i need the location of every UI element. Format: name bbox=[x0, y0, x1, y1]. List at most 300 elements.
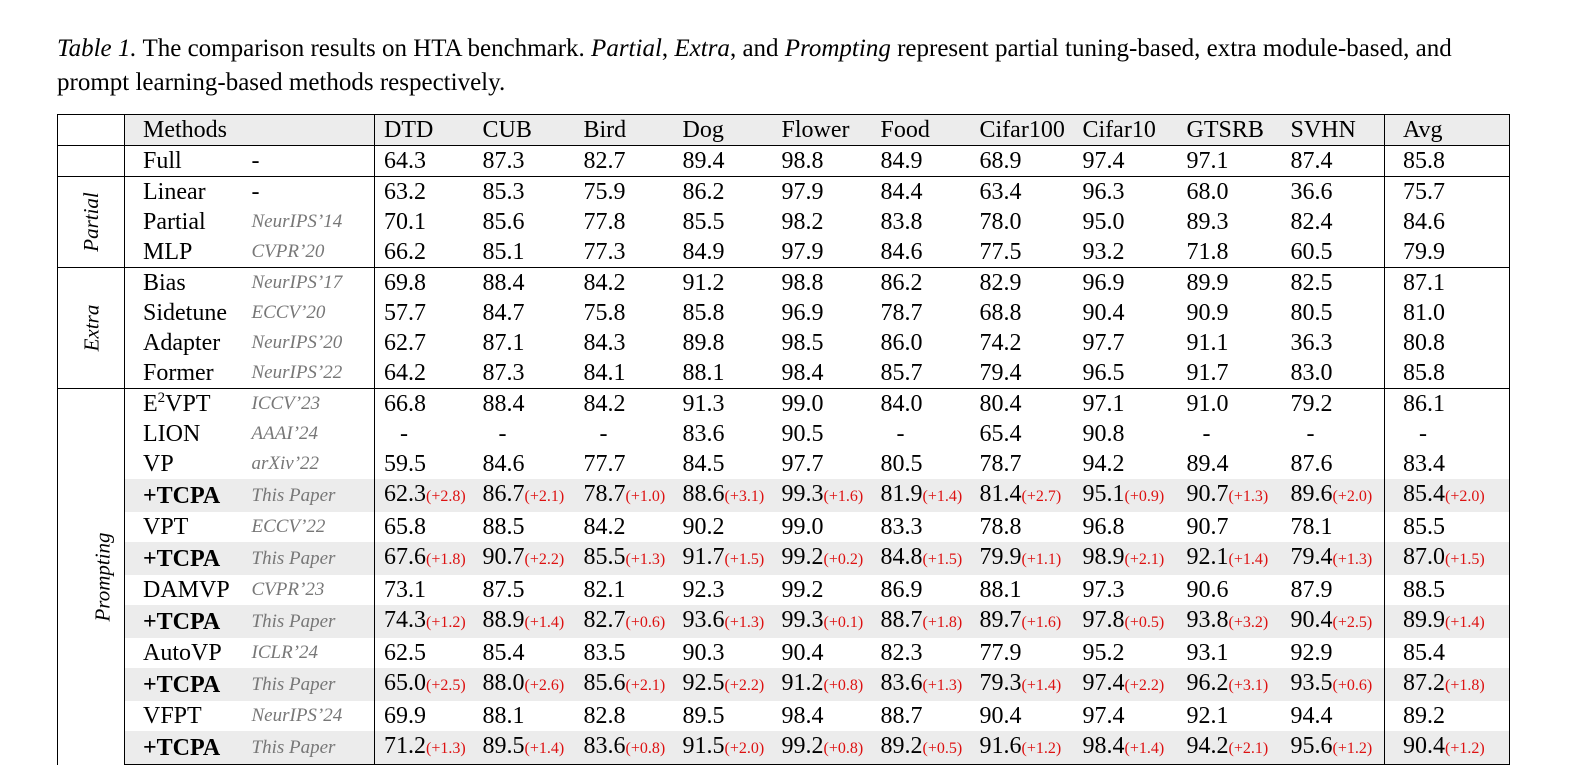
value-gtsrb bbox=[1178, 237, 1282, 268]
value-number: 87.5 bbox=[482, 577, 525, 603]
value-bird bbox=[575, 701, 674, 731]
value-dtd bbox=[375, 177, 474, 208]
method-name: DAMVP bbox=[125, 575, 244, 605]
method-venue: NeurIPS’20 bbox=[251, 332, 343, 353]
value-number: 84.6 bbox=[482, 451, 525, 477]
value-number: 90.7 bbox=[1186, 514, 1229, 540]
header-bird: Bird bbox=[575, 115, 674, 146]
value-gtsrb bbox=[1178, 449, 1282, 479]
value-svhn bbox=[1282, 146, 1385, 177]
value-delta: (+1.5) bbox=[922, 551, 963, 568]
value-number: 89.4 bbox=[1186, 451, 1229, 477]
value-number: 89.3 bbox=[1186, 209, 1229, 235]
value-number: 79.2 bbox=[1290, 391, 1333, 417]
value-food bbox=[872, 449, 971, 479]
value-number: 87.1 bbox=[1403, 270, 1445, 296]
caption-text-3: , and bbox=[729, 35, 785, 62]
value-number: 84.4 bbox=[880, 179, 923, 205]
value-gtsrb bbox=[1178, 605, 1282, 638]
value-avg bbox=[1385, 177, 1510, 208]
value-avg bbox=[1385, 449, 1510, 479]
value-number: 99.2 bbox=[781, 577, 824, 603]
value-dtd bbox=[375, 389, 474, 420]
value-cub bbox=[474, 146, 575, 177]
value-number: 85.4 bbox=[1403, 640, 1445, 666]
header-cifar100: Cifar100 bbox=[971, 115, 1074, 146]
value-number: 84.0 bbox=[880, 391, 923, 417]
value-delta: (+2.1) bbox=[1124, 551, 1165, 568]
table-row bbox=[58, 207, 1510, 237]
value-delta: (+1.3) bbox=[1228, 488, 1269, 505]
table-caption bbox=[57, 32, 1527, 100]
value-avg bbox=[1385, 479, 1510, 512]
value-number: 82.1 bbox=[583, 577, 626, 603]
method-venue: ICLR’24 bbox=[251, 642, 318, 663]
value-delta: (+2.8) bbox=[426, 488, 466, 505]
value-number: 93.8 bbox=[1186, 607, 1229, 633]
value-number: 96.9 bbox=[1082, 270, 1125, 296]
value-dtd bbox=[375, 146, 474, 177]
value-delta: (+1.4) bbox=[922, 488, 963, 505]
value-number: 78.0 bbox=[979, 209, 1022, 235]
group-label-prompting: Prompting bbox=[90, 532, 115, 622]
value-avg bbox=[1385, 605, 1510, 638]
value-bird bbox=[575, 731, 674, 765]
value-cifar10 bbox=[1074, 268, 1178, 299]
value-number: 69.8 bbox=[384, 270, 426, 296]
value-number: 84.3 bbox=[583, 330, 626, 356]
value-svhn bbox=[1282, 512, 1385, 542]
header-avg: Avg bbox=[1385, 115, 1510, 146]
value-number: 86.0 bbox=[880, 330, 923, 356]
value-cub bbox=[474, 177, 575, 208]
method-venue: NeurIPS’22 bbox=[251, 362, 343, 383]
value-number: 86.2 bbox=[880, 270, 923, 296]
value-delta: (+1.5) bbox=[724, 551, 765, 568]
value-number: 97.1 bbox=[1186, 148, 1229, 174]
value-number: 92.1 bbox=[1186, 544, 1229, 570]
value-delta: (+2.5) bbox=[426, 677, 466, 694]
group-cell-empty bbox=[58, 146, 125, 177]
value-bird bbox=[575, 298, 674, 328]
group-cell-partial bbox=[58, 177, 125, 268]
value-dtd bbox=[375, 701, 474, 731]
value-number: 68.9 bbox=[979, 148, 1022, 174]
value-number: 79.4 bbox=[979, 360, 1022, 386]
table-row bbox=[58, 328, 1510, 358]
header-svhn: SVHN bbox=[1282, 115, 1385, 146]
value-cifar100 bbox=[971, 542, 1074, 575]
value-flower bbox=[773, 638, 872, 668]
value-number: 88.1 bbox=[682, 360, 725, 386]
caption-text-2: , bbox=[661, 35, 675, 62]
value-avg bbox=[1385, 237, 1510, 268]
value-dog bbox=[674, 605, 773, 638]
value-cifar100 bbox=[971, 701, 1074, 731]
method-venue: ICCV’23 bbox=[244, 389, 375, 420]
value-cifar10 bbox=[1074, 146, 1178, 177]
value-cub bbox=[474, 479, 575, 512]
value-food bbox=[872, 237, 971, 268]
value-delta: (+2.2) bbox=[524, 551, 565, 568]
value-number: 79.9 bbox=[979, 544, 1022, 570]
value-dtd bbox=[375, 512, 474, 542]
value-delta: (+1.1) bbox=[1021, 551, 1062, 568]
value-number: 68.8 bbox=[979, 300, 1022, 326]
value-number: 95.6 bbox=[1290, 733, 1333, 759]
value-number: 96.5 bbox=[1082, 360, 1125, 386]
value-avg bbox=[1385, 419, 1510, 449]
value-cifar100 bbox=[971, 575, 1074, 605]
value-number: 84.6 bbox=[1403, 209, 1445, 235]
value-number: 97.1 bbox=[1082, 391, 1125, 417]
value-dog bbox=[674, 268, 773, 299]
value-number: 99.2 bbox=[781, 544, 824, 570]
value-food bbox=[872, 542, 971, 575]
value-food bbox=[872, 605, 971, 638]
value-delta: (+2.0) bbox=[724, 740, 765, 757]
value-cifar10 bbox=[1074, 668, 1178, 701]
value-number: 87.2 bbox=[1403, 670, 1445, 696]
value-number: 92.5 bbox=[682, 670, 725, 696]
value-number: 88.5 bbox=[482, 514, 525, 540]
value-cub bbox=[474, 575, 575, 605]
value-cifar10 bbox=[1074, 605, 1178, 638]
value-number: 81.9 bbox=[880, 481, 923, 507]
table-row bbox=[58, 701, 1510, 731]
value-number: 85.4 bbox=[482, 640, 525, 666]
header-row bbox=[58, 115, 1510, 146]
value-number: 81.4 bbox=[979, 481, 1022, 507]
caption-prompting: Prompting bbox=[784, 35, 891, 62]
value-cub bbox=[474, 668, 575, 701]
method-venue: ECCV’22 bbox=[251, 516, 326, 537]
method-name: VPT bbox=[125, 512, 244, 542]
value-svhn bbox=[1282, 701, 1385, 731]
value-number: 87.0 bbox=[1403, 544, 1445, 570]
value-number: 86.1 bbox=[1403, 391, 1445, 417]
method-name: Full bbox=[125, 146, 244, 177]
value-delta: (+2.1) bbox=[1228, 740, 1269, 757]
value-delta: (+1.3) bbox=[724, 614, 765, 631]
value-number: 94.2 bbox=[1186, 733, 1229, 759]
value-delta: (+1.4) bbox=[1445, 614, 1485, 631]
value-number: 89.6 bbox=[1290, 481, 1333, 507]
value-number: - bbox=[1306, 421, 1315, 447]
value-number: 62.3 bbox=[384, 481, 426, 507]
value-dog bbox=[674, 575, 773, 605]
value-number: 63.4 bbox=[979, 179, 1022, 205]
value-dog bbox=[674, 237, 773, 268]
value-dtd bbox=[375, 542, 474, 575]
value-number: 82.7 bbox=[583, 607, 626, 633]
caption-extra: Extra bbox=[674, 35, 730, 62]
value-number: 84.9 bbox=[682, 239, 725, 265]
value-flower bbox=[773, 731, 872, 765]
value-number: 88.4 bbox=[482, 391, 525, 417]
value-number: 36.3 bbox=[1290, 330, 1333, 356]
value-delta: (+1.6) bbox=[823, 488, 864, 505]
value-number: 90.5 bbox=[781, 421, 824, 447]
value-number: 82.3 bbox=[880, 640, 923, 666]
value-number: 77.7 bbox=[583, 451, 626, 477]
method-venue: NeurIPS’14 bbox=[251, 211, 343, 232]
value-number: 93.1 bbox=[1186, 640, 1229, 666]
value-svhn bbox=[1282, 605, 1385, 638]
value-cifar10 bbox=[1074, 542, 1178, 575]
table-row bbox=[58, 177, 1510, 208]
value-cifar100 bbox=[971, 268, 1074, 299]
group-cell-extra bbox=[58, 268, 125, 389]
value-number: 77.5 bbox=[979, 239, 1022, 265]
header-food: Food bbox=[872, 115, 971, 146]
table-row bbox=[58, 146, 1510, 177]
value-bird bbox=[575, 328, 674, 358]
value-number: 98.2 bbox=[781, 209, 824, 235]
value-flower bbox=[773, 575, 872, 605]
header-empty-cell bbox=[58, 115, 125, 146]
value-avg bbox=[1385, 389, 1510, 420]
value-number: 83.3 bbox=[880, 514, 923, 540]
value-cub bbox=[474, 449, 575, 479]
value-number: 74.2 bbox=[979, 330, 1022, 356]
value-number: 85.4 bbox=[1403, 481, 1445, 507]
value-flower bbox=[773, 207, 872, 237]
value-delta: (+1.4) bbox=[1228, 551, 1269, 568]
value-dog bbox=[674, 358, 773, 389]
value-number: 36.6 bbox=[1290, 179, 1333, 205]
value-flower bbox=[773, 177, 872, 208]
value-delta: (+1.6) bbox=[1021, 614, 1062, 631]
value-number: 97.7 bbox=[781, 451, 824, 477]
value-food bbox=[872, 668, 971, 701]
value-cifar10 bbox=[1074, 177, 1178, 208]
value-delta: (+2.0) bbox=[1445, 488, 1485, 505]
value-svhn bbox=[1282, 177, 1385, 208]
value-cub bbox=[474, 268, 575, 299]
value-number: 91.1 bbox=[1186, 330, 1229, 356]
value-delta: (+0.8) bbox=[823, 677, 864, 694]
value-delta: (+0.1) bbox=[823, 614, 864, 631]
value-number: - bbox=[896, 421, 905, 447]
table-row bbox=[58, 419, 1510, 449]
value-dtd bbox=[375, 479, 474, 512]
value-delta: (+1.8) bbox=[922, 614, 963, 631]
value-svhn bbox=[1282, 268, 1385, 299]
value-number: 88.1 bbox=[979, 577, 1022, 603]
value-avg bbox=[1385, 701, 1510, 731]
value-delta: (+2.6) bbox=[524, 677, 565, 694]
value-number: 96.2 bbox=[1186, 670, 1229, 696]
value-number: 82.8 bbox=[583, 703, 626, 729]
value-number: 83.4 bbox=[1403, 451, 1445, 477]
value-number: 62.7 bbox=[384, 330, 426, 356]
value-gtsrb bbox=[1178, 575, 1282, 605]
value-food bbox=[872, 512, 971, 542]
value-cub bbox=[474, 298, 575, 328]
value-number: 83.8 bbox=[880, 209, 923, 235]
table-row bbox=[58, 358, 1510, 389]
value-dtd bbox=[375, 449, 474, 479]
value-number: 68.0 bbox=[1186, 179, 1229, 205]
value-dog bbox=[674, 177, 773, 208]
method-name-superscript: 2 bbox=[157, 390, 166, 406]
value-flower bbox=[773, 298, 872, 328]
value-dtd bbox=[375, 268, 474, 299]
value-number: 79.4 bbox=[1290, 544, 1333, 570]
value-number: 59.5 bbox=[384, 451, 426, 477]
value-bird bbox=[575, 237, 674, 268]
caption-text-1: The comparison results on HTA benchmark. bbox=[136, 35, 592, 62]
value-number: 64.2 bbox=[384, 360, 426, 386]
value-number: 98.8 bbox=[781, 270, 824, 296]
value-number: 92.9 bbox=[1290, 640, 1333, 666]
value-number: 99.2 bbox=[781, 733, 824, 759]
value-dog bbox=[674, 668, 773, 701]
value-number: 80.4 bbox=[979, 391, 1022, 417]
value-flower bbox=[773, 237, 872, 268]
value-number: 89.4 bbox=[682, 148, 725, 174]
value-number: 69.9 bbox=[384, 703, 426, 729]
table-row-tcpa bbox=[58, 542, 1510, 575]
value-cifar100 bbox=[971, 605, 1074, 638]
value-number: - bbox=[599, 421, 608, 447]
value-number: 85.5 bbox=[1403, 514, 1445, 540]
value-number: 85.8 bbox=[1403, 360, 1445, 386]
header-dog: Dog bbox=[674, 115, 773, 146]
value-delta: (+2.0) bbox=[1332, 488, 1373, 505]
value-cifar10 bbox=[1074, 638, 1178, 668]
value-svhn bbox=[1282, 575, 1385, 605]
value-number: 87.9 bbox=[1290, 577, 1333, 603]
value-number: 78.8 bbox=[979, 514, 1022, 540]
value-svhn bbox=[1282, 542, 1385, 575]
value-dtd bbox=[375, 638, 474, 668]
value-flower bbox=[773, 358, 872, 389]
value-food bbox=[872, 146, 971, 177]
value-svhn bbox=[1282, 358, 1385, 389]
method-name: Bias bbox=[125, 268, 244, 299]
value-cifar10 bbox=[1074, 701, 1178, 731]
value-number: 66.8 bbox=[384, 391, 426, 417]
caption-text-4: represent partial tuning-based, extra module-based, and prompt learning-based methods respectively. bbox=[57, 35, 1452, 96]
value-food bbox=[872, 731, 971, 765]
value-avg bbox=[1385, 298, 1510, 328]
value-number: 93.5 bbox=[1290, 670, 1333, 696]
value-cifar100 bbox=[971, 731, 1074, 765]
value-number: 82.9 bbox=[979, 270, 1022, 296]
value-number: 90.7 bbox=[1186, 481, 1229, 507]
value-cifar100 bbox=[971, 512, 1074, 542]
value-cifar10 bbox=[1074, 298, 1178, 328]
value-dog bbox=[674, 328, 773, 358]
value-delta: (+0.8) bbox=[823, 740, 864, 757]
table-row bbox=[58, 449, 1510, 479]
value-gtsrb bbox=[1178, 268, 1282, 299]
value-number: 89.5 bbox=[682, 703, 725, 729]
value-food bbox=[872, 177, 971, 208]
value-food bbox=[872, 701, 971, 731]
value-number: 78.1 bbox=[1290, 514, 1333, 540]
value-dtd bbox=[375, 298, 474, 328]
value-cifar100 bbox=[971, 207, 1074, 237]
value-cub bbox=[474, 389, 575, 420]
value-cub bbox=[474, 207, 575, 237]
table-row-tcpa bbox=[58, 668, 1510, 701]
method-name: VP bbox=[125, 449, 244, 479]
value-number: 84.5 bbox=[682, 451, 725, 477]
value-number: 89.9 bbox=[1186, 270, 1229, 296]
value-food bbox=[872, 479, 971, 512]
table-row bbox=[58, 298, 1510, 328]
value-number: 84.9 bbox=[880, 148, 923, 174]
value-number: 80.5 bbox=[880, 451, 923, 477]
value-number: 88.9 bbox=[482, 607, 525, 633]
value-delta: (+0.5) bbox=[1124, 614, 1165, 631]
value-number: 97.4 bbox=[1082, 148, 1125, 174]
value-number: 99.0 bbox=[781, 514, 824, 540]
value-svhn bbox=[1282, 328, 1385, 358]
value-number: 78.7 bbox=[979, 451, 1022, 477]
value-cifar10 bbox=[1074, 731, 1178, 765]
method-name: MLP bbox=[125, 237, 244, 268]
value-number: 83.6 bbox=[880, 670, 923, 696]
method-venue: NeurIPS’24 bbox=[251, 705, 343, 726]
value-cifar100 bbox=[971, 668, 1074, 701]
group-label-partial: Partial bbox=[78, 192, 103, 252]
value-gtsrb bbox=[1178, 389, 1282, 420]
value-number: 93.6 bbox=[682, 607, 725, 633]
value-avg bbox=[1385, 731, 1510, 765]
header-methods: Methods bbox=[125, 115, 375, 146]
value-number: 90.4 bbox=[979, 703, 1022, 729]
value-number: 98.4 bbox=[781, 360, 824, 386]
value-number: 85.8 bbox=[682, 300, 725, 326]
value-cifar100 bbox=[971, 389, 1074, 420]
value-number: 98.8 bbox=[781, 148, 824, 174]
value-number: 99.3 bbox=[781, 607, 824, 633]
value-number: 99.0 bbox=[781, 391, 824, 417]
value-svhn bbox=[1282, 668, 1385, 701]
value-number: 88.0 bbox=[482, 670, 525, 696]
method-venue: - bbox=[244, 146, 375, 177]
value-number: 88.5 bbox=[1403, 577, 1445, 603]
table-row bbox=[58, 512, 1510, 542]
caption-label: Table 1. bbox=[57, 35, 137, 62]
value-dog bbox=[674, 207, 773, 237]
method-name: VFPT bbox=[125, 701, 244, 731]
value-cub bbox=[474, 542, 575, 575]
value-bird bbox=[575, 479, 674, 512]
value-flower bbox=[773, 512, 872, 542]
value-svhn bbox=[1282, 298, 1385, 328]
value-number: 96.8 bbox=[1082, 514, 1125, 540]
method-name: +TCPA bbox=[125, 479, 244, 512]
value-number: 90.2 bbox=[682, 514, 725, 540]
value-number: 75.8 bbox=[583, 300, 626, 326]
value-number: - bbox=[1419, 421, 1427, 447]
value-number: 91.7 bbox=[1186, 360, 1229, 386]
method-venue: - bbox=[244, 177, 375, 208]
value-number: 95.0 bbox=[1082, 209, 1125, 235]
value-dtd bbox=[375, 575, 474, 605]
value-flower bbox=[773, 479, 872, 512]
value-delta: (+1.3) bbox=[625, 551, 666, 568]
method-name: AutoVP bbox=[125, 638, 244, 668]
value-number: 73.1 bbox=[384, 577, 426, 603]
value-number: 98.4 bbox=[781, 703, 824, 729]
method-name: Sidetune bbox=[125, 298, 244, 328]
